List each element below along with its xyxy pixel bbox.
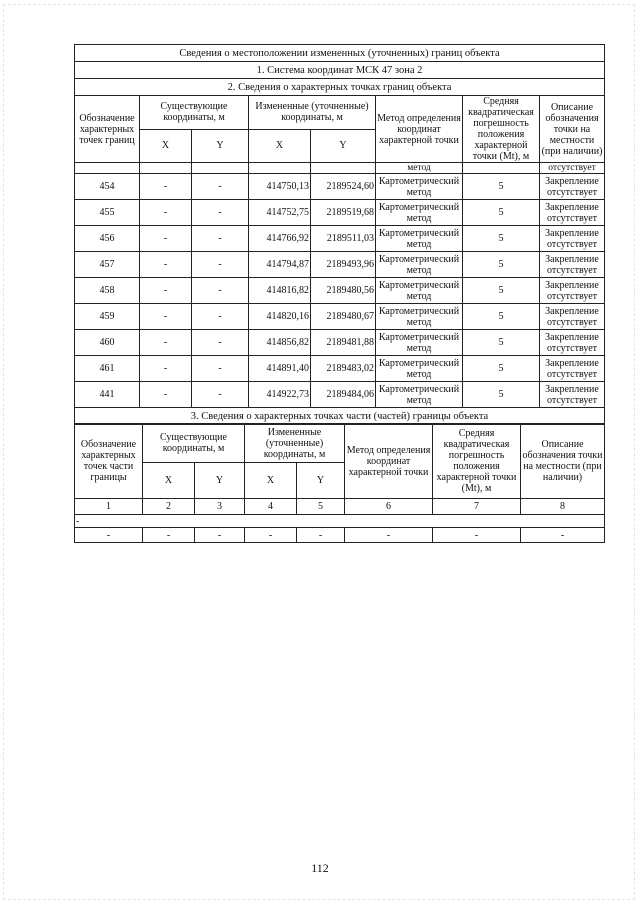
point-id-cell: 457 (75, 252, 140, 278)
boundary-points-table (74, 44, 605, 425)
dash-cell: - (521, 528, 605, 543)
partial-description: отсутствует (540, 163, 605, 174)
accuracy-cell: 5 (463, 356, 540, 382)
point-id-cell: 458 (75, 278, 140, 304)
method-cell: Картометрический метод (376, 382, 463, 408)
method-cell: Картометрический метод (376, 174, 463, 200)
column-number: 4 (245, 499, 297, 515)
table-row (75, 226, 605, 252)
accuracy-cell: 5 (463, 226, 540, 252)
t2-col-existing-x: X (143, 463, 195, 499)
accuracy-cell: 5 (463, 174, 540, 200)
col-changed-y: Y (311, 129, 376, 163)
t2-col-description-header: Описание обозначения точки на местности (при наличии) (521, 424, 605, 499)
method-cell: Картометрический метод (376, 278, 463, 304)
table-row (75, 174, 605, 200)
changed-y-cell: 2189481,88 (311, 330, 376, 356)
partial-method: метод (376, 163, 463, 174)
coord-system-title: 1. Система координат МСК 47 зона 2 (75, 62, 605, 79)
description-cell: Закрепление отсутствует (540, 252, 605, 278)
description-cell: Закрепление отсутствует (540, 304, 605, 330)
changed-y-cell: 2189493,96 (311, 252, 376, 278)
existing-x-cell: - (140, 304, 192, 330)
col-method-header: Метод определения координат характерной точки (376, 96, 463, 163)
existing-x-cell: - (140, 330, 192, 356)
existing-y-cell: - (192, 252, 249, 278)
existing-y-cell: - (192, 382, 249, 408)
existing-x-cell: - (140, 226, 192, 252)
t2-col-designation-header: Обозначение характерных точек части границы (75, 424, 143, 499)
section2-title: 2. Сведения о характерных точках границ объекта (75, 79, 605, 96)
description-cell: Закрепление отсутствует (540, 356, 605, 382)
table-row (75, 304, 605, 330)
column-number: 2 (143, 499, 195, 515)
t2-col-changed-header: Измененные (уточненные) координаты, м (245, 424, 345, 463)
description-cell: Закрепление отсутствует (540, 278, 605, 304)
method-cell: Картометрический метод (376, 226, 463, 252)
section-title: Сведения о местоположении измененных (уточненных) границ объекта (75, 45, 605, 62)
existing-x-cell: - (140, 278, 192, 304)
col-existing-header: Существующие координаты, м (140, 96, 249, 130)
changed-x-cell: 414750,13 (249, 174, 311, 200)
method-cell: Картометрический метод (376, 330, 463, 356)
changed-x-cell: 414816,82 (249, 278, 311, 304)
existing-y-cell: - (192, 356, 249, 382)
dash-cell: - (345, 528, 433, 543)
column-number: 6 (345, 499, 433, 515)
column-number: 1 (75, 499, 143, 515)
method-cell: Картометрический метод (376, 252, 463, 278)
table-row (75, 330, 605, 356)
col-existing-x: X (140, 129, 192, 163)
table-row (75, 382, 605, 408)
col-designation-header: Обозначение характерных точек границ (75, 96, 140, 163)
point-id-cell: 461 (75, 356, 140, 382)
t2-col-existing-y: Y (195, 463, 245, 499)
changed-y-cell: 2189484,06 (311, 382, 376, 408)
changed-x-cell: 414794,87 (249, 252, 311, 278)
changed-y-cell: 2189511,03 (311, 226, 376, 252)
changed-y-cell: 2189480,56 (311, 278, 376, 304)
description-cell: Закрепление отсутствует (540, 174, 605, 200)
point-id-cell: 441 (75, 382, 140, 408)
column-number: 8 (521, 499, 605, 515)
col-changed-header: Измененные (уточненные) координаты, м (249, 96, 376, 130)
column-number: 7 (433, 499, 521, 515)
method-cell: Картометрический метод (376, 200, 463, 226)
accuracy-cell: 5 (463, 382, 540, 408)
existing-y-cell: - (192, 304, 249, 330)
changed-x-cell: 414891,40 (249, 356, 311, 382)
section3-title: 3. Сведения о характерных точках части (частей) границы объекта (75, 408, 605, 425)
accuracy-cell: 5 (463, 200, 540, 226)
table-row (75, 200, 605, 226)
existing-y-cell: - (192, 200, 249, 226)
column-number: 3 (195, 499, 245, 515)
col-description-header: Описание обозначения точки на местности (при наличии) (540, 96, 605, 163)
t2-col-accuracy-header: Средняя квадратическая погрешность положения характерной точки (Mt), м (433, 424, 521, 499)
accuracy-cell: 5 (463, 252, 540, 278)
description-cell: Закрепление отсутствует (540, 382, 605, 408)
t2-col-method-header: Метод определения координат характерной точки (345, 424, 433, 499)
accuracy-cell: 5 (463, 330, 540, 356)
existing-y-cell: - (192, 174, 249, 200)
accuracy-cell: 5 (463, 304, 540, 330)
method-cell: Картометрический метод (376, 356, 463, 382)
t2-col-changed-x: X (245, 463, 297, 499)
existing-x-cell: - (140, 174, 192, 200)
dash-cell: - (75, 528, 143, 543)
table-row (75, 356, 605, 382)
existing-x-cell: - (140, 252, 192, 278)
description-cell: Закрепление отсутствует (540, 330, 605, 356)
table-row (75, 252, 605, 278)
t2-col-existing-header: Существующие координаты, м (143, 424, 245, 463)
existing-x-cell: - (140, 356, 192, 382)
dash-cell: - (143, 528, 195, 543)
existing-y-cell: - (192, 278, 249, 304)
point-id-cell: 455 (75, 200, 140, 226)
column-number: 5 (297, 499, 345, 515)
changed-x-cell: 414752,75 (249, 200, 311, 226)
changed-x-cell: 414820,16 (249, 304, 311, 330)
existing-y-cell: - (192, 226, 249, 252)
point-id-cell: 460 (75, 330, 140, 356)
dash-cell: - (245, 528, 297, 543)
point-id-cell: 456 (75, 226, 140, 252)
changed-y-cell: 2189480,67 (311, 304, 376, 330)
table-row (75, 278, 605, 304)
col-accuracy-header: Средняя квадратическая погрешность положения характерной точки (Mt), м (463, 96, 540, 163)
accuracy-cell: 5 (463, 278, 540, 304)
description-cell: Закрепление отсутствует (540, 226, 605, 252)
existing-x-cell: - (140, 382, 192, 408)
changed-y-cell: 2189524,60 (311, 174, 376, 200)
page-number: 112 (311, 861, 329, 875)
empty-row: - (75, 515, 605, 528)
existing-y-cell: - (192, 330, 249, 356)
existing-x-cell: - (140, 200, 192, 226)
dash-cell: - (433, 528, 521, 543)
changed-x-cell: 414766,92 (249, 226, 311, 252)
part-boundary-table (74, 423, 605, 543)
description-cell: Закрепление отсутствует (540, 200, 605, 226)
col-existing-y: Y (192, 129, 249, 163)
method-cell: Картометрический метод (376, 304, 463, 330)
t2-col-changed-y: Y (297, 463, 345, 499)
changed-y-cell: 2189483,02 (311, 356, 376, 382)
dash-cell: - (297, 528, 345, 543)
point-id-cell: 454 (75, 174, 140, 200)
dash-cell: - (195, 528, 245, 543)
changed-x-cell: 414856,82 (249, 330, 311, 356)
changed-x-cell: 414922,73 (249, 382, 311, 408)
point-id-cell: 459 (75, 304, 140, 330)
changed-y-cell: 2189519,68 (311, 200, 376, 226)
col-changed-x: X (249, 129, 311, 163)
